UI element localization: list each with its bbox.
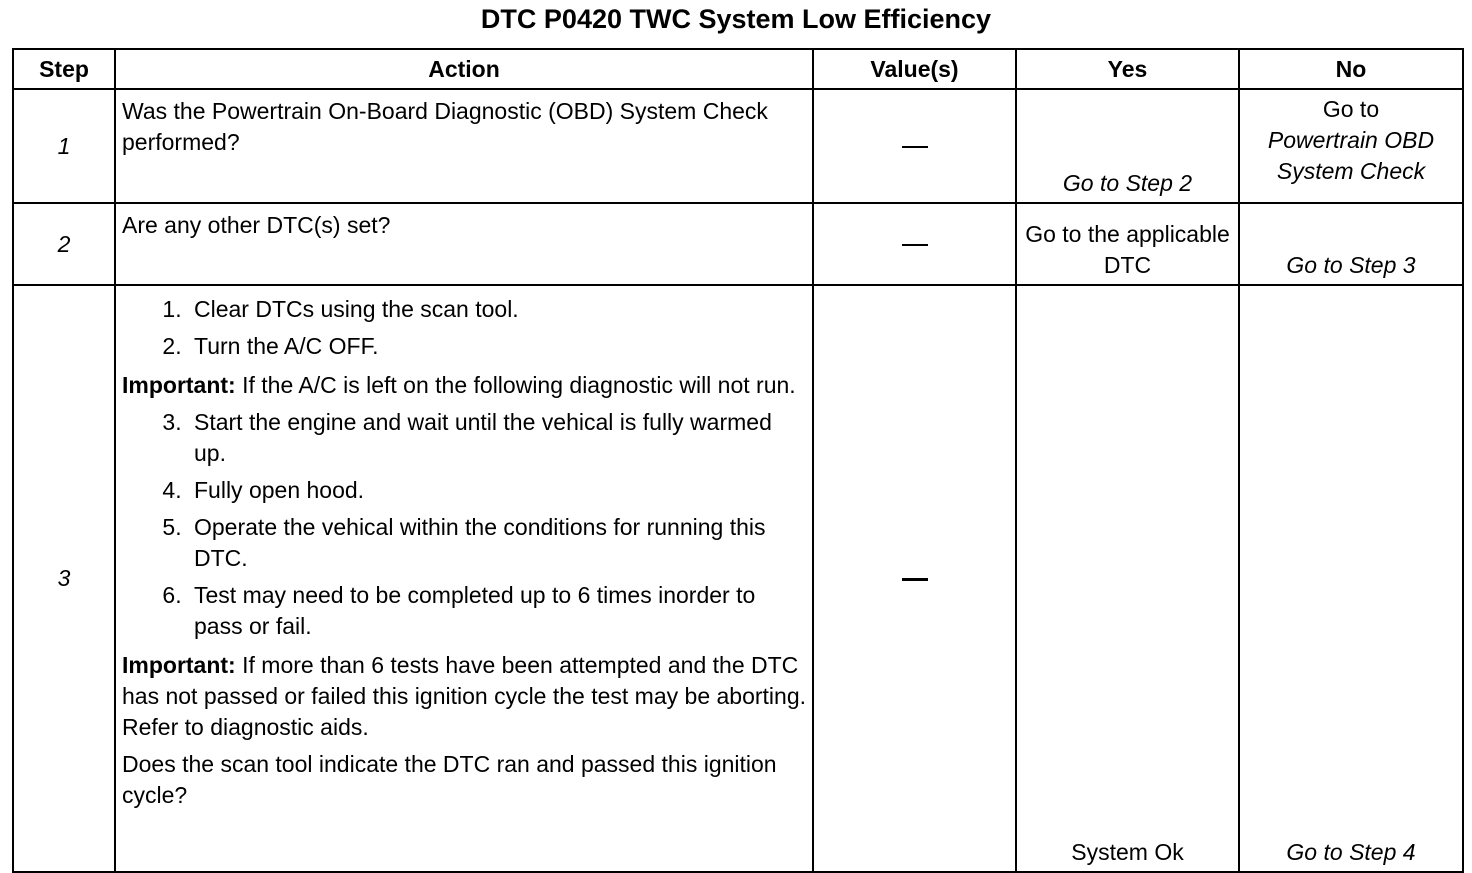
diagnostic-table: [12, 48, 1464, 873]
header-step: Step: [13, 49, 115, 89]
no-goto-link: Powertrain OBD System Check: [1267, 127, 1435, 184]
header-values: Value(s): [813, 49, 1016, 89]
value-cell: [813, 203, 1016, 285]
important-note: [122, 650, 806, 743]
list-item: 5. Operate the vehical within the conditions for running this DTC.: [188, 512, 806, 574]
important-text: If the A/C is left on the following diagnostic will not run.: [242, 372, 796, 398]
table-row: [13, 89, 1463, 203]
important-text: If more than 6 tests have been attempted and the DTC has not passed or failed this ignition cycle the test may be aborting. Refer to diagnostic aids.: [122, 652, 807, 740]
value-cell: [813, 89, 1016, 203]
question-text: Does the scan tool indicate the DTC ran and passed this ignition cycle?: [122, 751, 777, 808]
value-cell: [813, 285, 1016, 872]
no-cell: Go to Step 3: [1239, 203, 1463, 285]
header-action: Action: [115, 49, 813, 89]
important-label: Important:: [122, 372, 236, 398]
dash-mark: [902, 146, 928, 148]
no-goto-text: Go to: [1322, 96, 1380, 122]
action-steps-list: [122, 407, 806, 642]
table-row: [13, 203, 1463, 285]
document-title: DTC P0420 TWC System Low Efficiency: [480, 4, 992, 34]
list-item: 1. Clear DTCs using the scan tool.: [188, 294, 806, 325]
yes-cell: Go to the applicable DTC: [1016, 203, 1239, 285]
dash-mark: [902, 244, 928, 246]
yes-cell: Go to Step 2: [1016, 89, 1239, 203]
action-cell: [115, 285, 813, 872]
no-cell: Go to Step 4: [1239, 285, 1463, 872]
action-steps-list: [122, 294, 806, 362]
step-number: 1: [13, 89, 115, 203]
header-no: No: [1239, 49, 1463, 89]
action-text: Are any other DTC(s) set?: [115, 203, 813, 285]
header-yes: Yes: [1016, 49, 1239, 89]
step-number: 2: [13, 203, 115, 285]
important-label: Important:: [122, 652, 236, 678]
list-item: 4. Fully open hood.: [188, 475, 806, 506]
step-number: 3: [13, 285, 115, 872]
header-row: [13, 49, 1463, 89]
action-text: Was the Powertrain On-Board Diagnostic (OBD) System Check performed?: [115, 89, 813, 203]
table-row: [13, 285, 1463, 872]
list-item: 3. Start the engine and wait until the vehical is fully warmed up.: [188, 407, 806, 469]
yes-cell: System Ok: [1016, 285, 1239, 872]
list-item: 2. Turn the A/C OFF.: [188, 331, 806, 362]
dash-mark: [902, 578, 928, 581]
list-item: 6. Test may need to be completed up to 6 times inorder to pass or fail.: [188, 580, 806, 642]
no-cell: [1239, 89, 1463, 203]
important-note: [122, 370, 806, 401]
